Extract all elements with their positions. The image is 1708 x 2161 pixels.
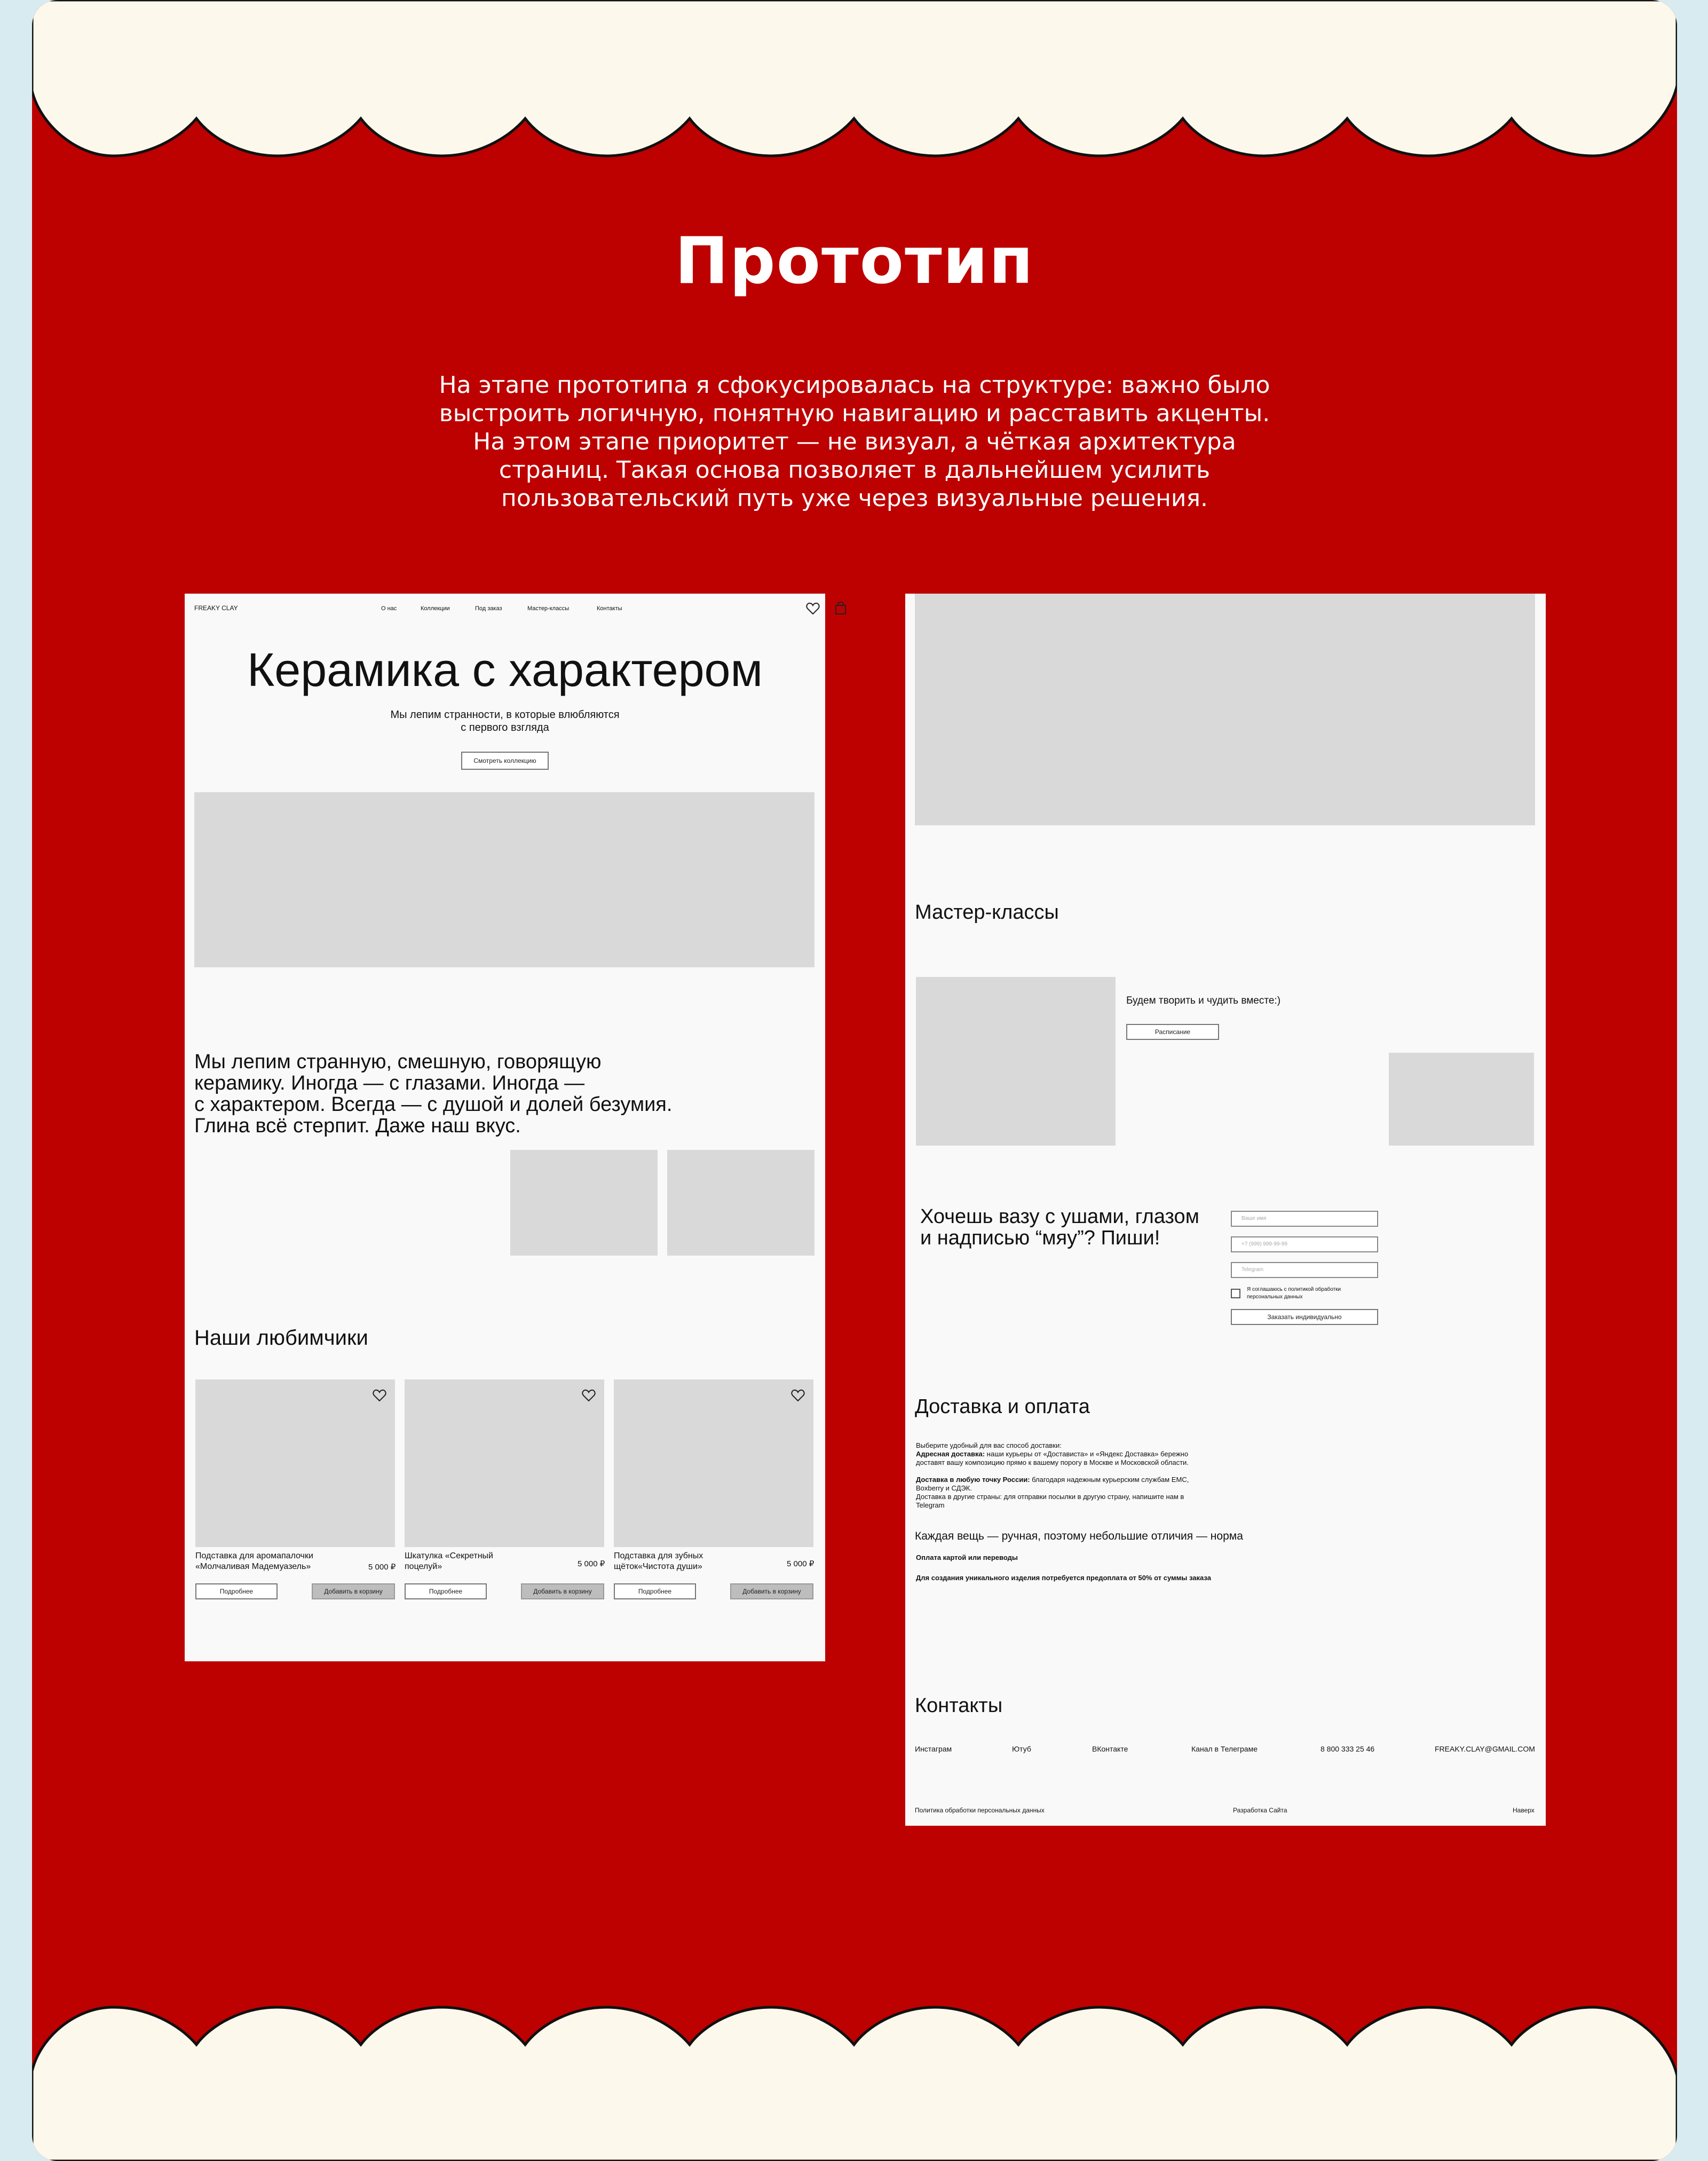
product-price: 5 000 ₽ (787, 1559, 815, 1568)
about-text-line: керамику. Иногда — с глазами. Иногда — (194, 1072, 585, 1094)
delivery-intro: Выберите удобный для вас способ доставки: (916, 1441, 1062, 1449)
telegram-input[interactable]: Telegram (1231, 1262, 1378, 1278)
wireframe-home-page (185, 594, 825, 1661)
wireframe-info-page (905, 594, 1546, 1826)
contacts-heading: Контакты (915, 1694, 1003, 1717)
presentation-sheet (32, 0, 1677, 2161)
delivery-russia (916, 1476, 1189, 1484)
product-name: «Молчаливая Мадемуазель» (195, 1562, 311, 1571)
workshop-image-placeholder (916, 977, 1116, 1146)
workshop-image-placeholder (1389, 1053, 1534, 1146)
workshops-text: Будем творить и чудить вместе:) (1126, 995, 1281, 1006)
page-title: Прототип (675, 224, 1034, 298)
phone-input[interactable]: +7 (999) 999-99-99 (1231, 1236, 1378, 1252)
delivery-russia-label: Доставка в любую точку России: (916, 1476, 1030, 1484)
delivery-abroad: Доставка в другие страны: для отправки посылки в другую страну, напишите нам в (916, 1493, 1184, 1501)
product-name: поцелуй» (405, 1562, 442, 1571)
hero-subtitle: с первого взгляда (461, 722, 549, 734)
favorite-heart-icon[interactable] (791, 1389, 805, 1402)
consent-label: персональных данных (1247, 1294, 1303, 1300)
about-text-line: с характером. Всегда — с душой и долей безумия. (194, 1093, 673, 1116)
product-name: Подставка для аромапалочки (195, 1551, 313, 1560)
site-development-link[interactable]: Разработка Сайта (1233, 1807, 1287, 1814)
product-price: 5 000 ₽ (368, 1563, 396, 1572)
workshops-heading: Мастер-классы (915, 901, 1059, 924)
favorite-heart-icon[interactable] (582, 1389, 596, 1402)
top-image-placeholder (915, 594, 1535, 825)
prepayment-note: Для создания уникального изделия потребуется предоплата от 50% от суммы заказа (916, 1574, 1211, 1582)
intro-line: На этом этапе приоритет — не визуал, а чёткая архитектура (473, 428, 1236, 455)
delivery-russia: Boxberry и СДЭК. (916, 1484, 972, 1492)
hero-image-placeholder (194, 792, 815, 967)
cart-icon[interactable] (835, 601, 847, 615)
nav-item-custom[interactable]: Под заказ (475, 605, 502, 612)
contact-email[interactable]: FREAKY.CLAY@GMAIL.COM (1435, 1745, 1535, 1753)
nav-item-workshops[interactable]: Мастер-классы (527, 605, 570, 612)
product-details-button[interactable]: Подробнее (195, 1583, 278, 1599)
nav-item-about[interactable]: О нас (381, 605, 397, 612)
contact-telegram[interactable]: Канал в Телеграме (1191, 1745, 1258, 1753)
product-name: щёток«Чистота души» (614, 1562, 702, 1571)
favorite-heart-icon[interactable] (373, 1389, 386, 1402)
contact-youtube[interactable]: Ютуб (1012, 1745, 1031, 1753)
product-name: Шкатулка «Секретный (405, 1551, 493, 1560)
nav-item-contacts[interactable]: Контакты (597, 605, 622, 612)
intro-line: На этапе прототипа я сфокусировалась на структуре: важно было (439, 372, 1270, 399)
view-collection-button[interactable]: Смотреть коллекцию (461, 752, 549, 770)
product-details-button[interactable]: Подробнее (614, 1583, 696, 1599)
about-text-line: Глина всё стерпит. Даже наш вкус. (194, 1115, 521, 1137)
hero-title: Керамика с характером (247, 643, 763, 696)
schedule-button[interactable]: Расписание (1126, 1024, 1219, 1040)
product-price: 5 000 ₽ (578, 1559, 605, 1568)
product-image-placeholder[interactable] (614, 1379, 813, 1547)
contact-phone[interactable]: 8 800 333 25 46 (1320, 1745, 1375, 1753)
consent-label: Я соглашаюсь с политикой обработки (1247, 1287, 1341, 1292)
add-to-cart-button[interactable]: Добавить в корзину (521, 1583, 604, 1599)
payment-note: Оплата картой или переводы (916, 1553, 1018, 1561)
about-image-placeholder (510, 1150, 658, 1256)
delivery-address (916, 1450, 1188, 1458)
name-input[interactable]: Ваше имя (1231, 1211, 1378, 1227)
product-name: Подставка для зубных (614, 1551, 703, 1560)
contact-vk[interactable]: ВКонтакте (1092, 1745, 1128, 1753)
brand-logo[interactable]: FREAKY CLAY (194, 604, 238, 612)
about-image-placeholder (667, 1150, 815, 1256)
add-to-cart-button[interactable]: Добавить в корзину (312, 1583, 395, 1599)
custom-order-heading: Хочешь вазу с ушами, глазом (920, 1205, 1199, 1228)
custom-order-heading: и надписью “мяу”? Пиши! (920, 1227, 1160, 1249)
handmade-note: Каждая вещь — ручная, поэтому небольшие отличия — норма (915, 1530, 1243, 1542)
top-scallop-border (32, 0, 1677, 203)
contact-instagram[interactable]: Инстаграм (915, 1745, 952, 1753)
heart-icon[interactable] (806, 602, 820, 615)
back-to-top-link[interactable]: Наверх (1513, 1807, 1535, 1814)
intro-paragraph (406, 371, 1303, 512)
bottom-scallop-border (32, 1958, 1677, 2161)
delivery-address-text: наши курьеры от «Достависта» и «Яндекс Доставка» бережно (985, 1450, 1189, 1458)
favorites-heading: Наши любимчики (194, 1326, 368, 1350)
product-image-placeholder[interactable] (405, 1379, 604, 1547)
consent-checkbox[interactable] (1231, 1289, 1240, 1298)
privacy-policy-link[interactable]: Политика обработки персональных данных (915, 1807, 1045, 1814)
add-to-cart-button[interactable]: Добавить в корзину (730, 1583, 813, 1599)
intro-line: страниц. Такая основа позволяет в дальнейшем усилить (499, 456, 1211, 484)
delivery-russia-text: благодаря надежным курьерским службам ЕМС, (1030, 1476, 1189, 1484)
delivery-address-label: Адресная доставка: (916, 1450, 985, 1458)
product-details-button[interactable]: Подробнее (405, 1583, 487, 1599)
order-custom-button[interactable]: Заказать индивидуально (1231, 1309, 1378, 1325)
about-text-line: Мы лепим странную, смешную, говорящую (194, 1051, 602, 1073)
nav-item-collections[interactable]: Коллекции (421, 605, 450, 612)
delivery-address: доставят вашу композицию прямо к вашему порогу в Москве и Московской области. (916, 1458, 1189, 1466)
hero-subtitle: Мы лепим странности, в которые влюбляются (390, 709, 620, 721)
product-image-placeholder[interactable] (195, 1379, 395, 1547)
delivery-abroad: Telegram (916, 1501, 945, 1509)
intro-line: пользовательский путь уже через визуальные решения. (501, 485, 1208, 512)
intro-line: выстроить логичную, понятную навигацию и расставить акценты. (439, 400, 1270, 427)
delivery-heading: Доставка и оплата (915, 1395, 1090, 1418)
